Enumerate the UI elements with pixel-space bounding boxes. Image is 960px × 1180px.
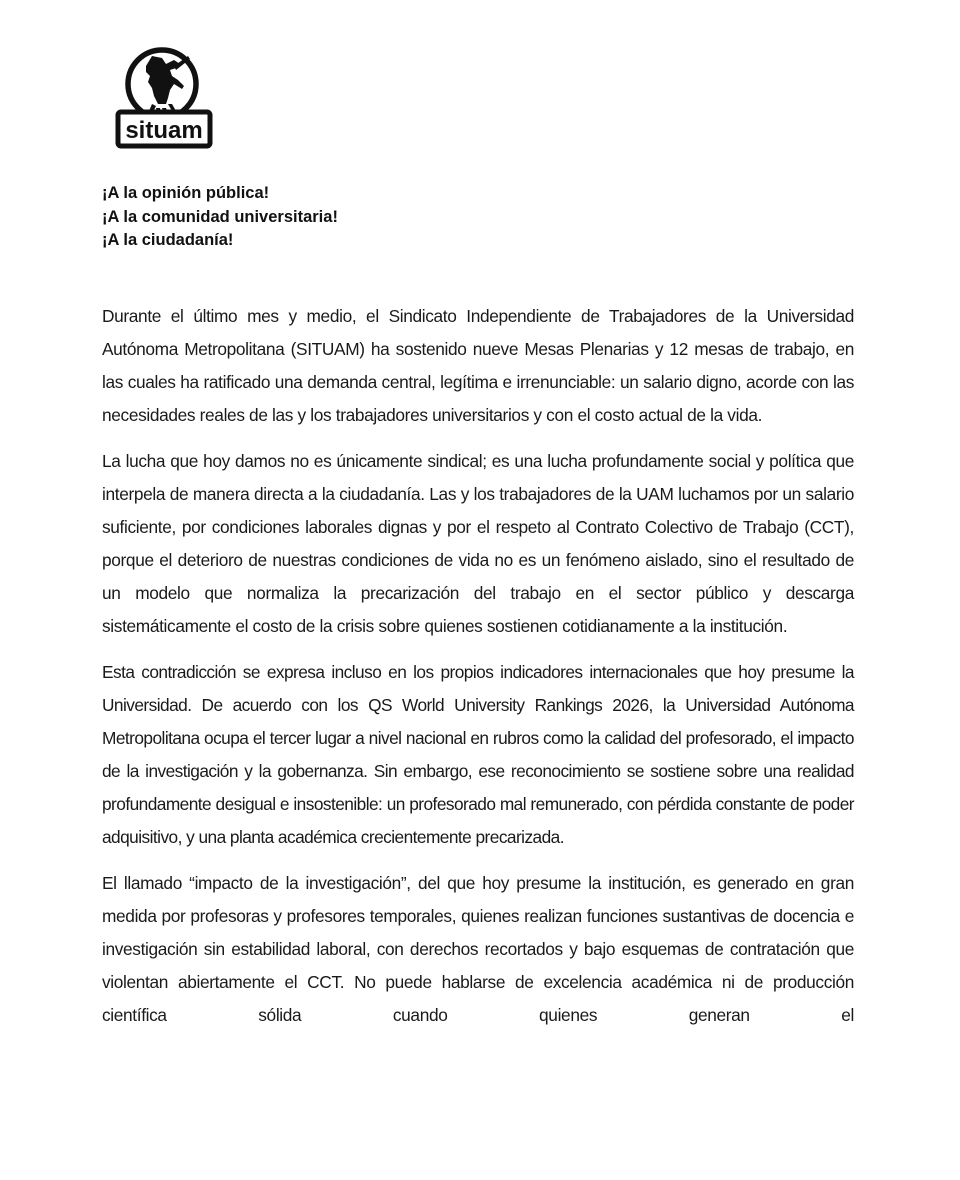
salutation-university-community: ¡A la comunidad universitaria! bbox=[102, 207, 338, 226]
salutation-public-opinion: ¡A la opinión pública! bbox=[102, 184, 270, 202]
salutations bbox=[102, 182, 338, 253]
paragraph-social-struggle: La lucha que hoy damos no es únicamente sindical; es una lucha profundamente social y política que interpela de manera directa a la ciudadanía. Las y los trabajadores de la UAM luchamos por un salario suficiente, por condiciones laborales dignas y por el respeto al Contrato Colectivo de Trabajo (CCT), porque el deterioro de nuestras condiciones de vida no es un fenómeno aislado, sino el resultado de un modelo que normaliza la precarización del trabajo en el sector público y descarga sistemáticamente el costo de la crisis sobre quienes sostienen cotidianamente a la institución. bbox=[102, 451, 854, 636]
salutation-citizenship: ¡A la ciudadanía! bbox=[102, 231, 234, 249]
situam-logo bbox=[112, 46, 216, 150]
logo-wordmark: situam bbox=[125, 117, 203, 144]
paragraph-rankings-contradiction: Esta contradicción se expresa incluso en los propios indicadores internacionales que hoy presume la Universidad. De acuerdo con los QS World University Rankings 2026, la Universidad Autónoma Metropolitana ocupa el tercer lugar a nivel nacional en rubros como la calidad del profesorado, el impacto de la investigación y la gobernanza. Sin embargo, ese reconocimiento se sostiene sobre una realidad profundamente desigual e insostenible: un profesorado mal remunerado, con pérdida constante de poder adquisitivo, y una planta académica crecientemente precarizada. bbox=[102, 662, 854, 847]
situam-logo-graphic bbox=[112, 46, 216, 150]
letter-body bbox=[102, 300, 854, 1045]
paragraph-research-impact: El llamado “impacto de la investigación”, del que hoy presume la institución, es generado en gran medida por profesoras y profesores temporales, quienes realizan funciones sustantivas de docencia e investigación sin estabilidad laboral, con derechos recortados y bajo esquemas de contratación que violentan abiertamente el CCT. No puede hablarse de excelencia académica ni de producción científica sólida cuando quienes generan el bbox=[102, 873, 854, 1025]
paragraph-demand: Durante el último mes y medio, el Sindicato Independiente de Trabajadores de la Universidad Autónoma Metropolitana (SITUAM) ha sostenido nueve Mesas Plenarias y 12 mesas de trabajo, en las cuales ha ratificado una demanda central, legítima e irrenunciable: un salario digno, acorde con las necesidades reales de las y los trabajadores universitarios y con el costo actual de la vida. bbox=[102, 306, 854, 425]
